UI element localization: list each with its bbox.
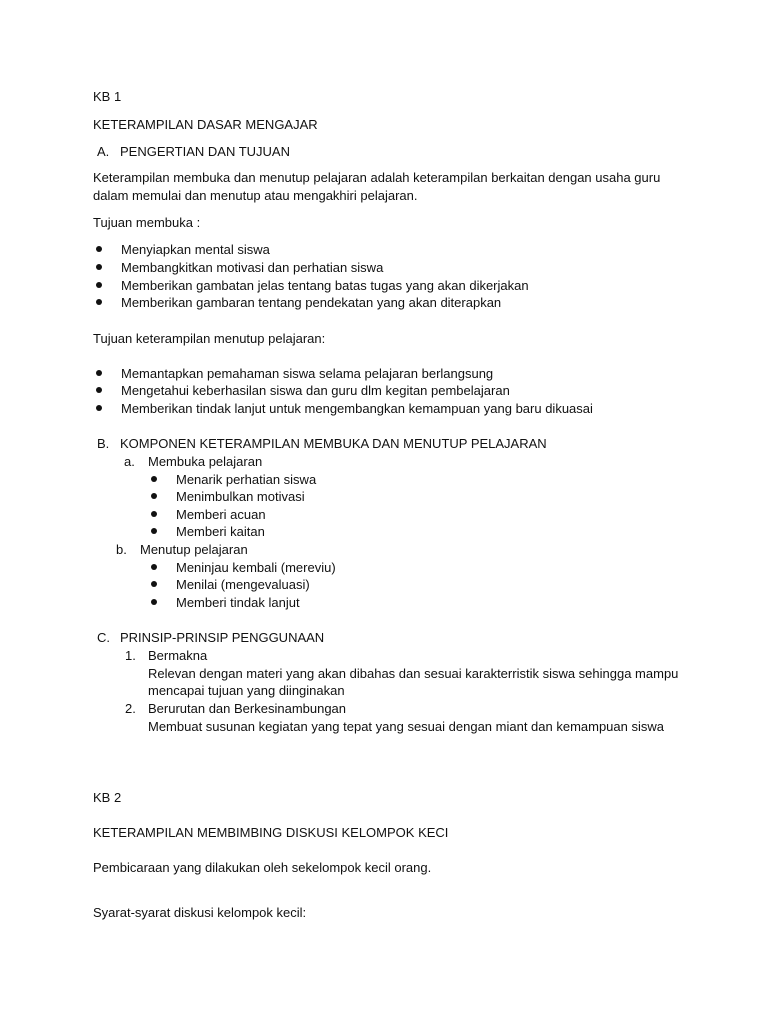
kb2-title: KETERAMPILAN MEMBIMBING DISKUSI KELOMPOK KECI <box>93 825 449 840</box>
item-2-marker: 2. <box>125 701 136 716</box>
section-c-heading: PRINSIP-PRINSIP PENGGUNAAN <box>120 630 325 645</box>
list-item: Menarik perhatian siswa <box>176 472 317 487</box>
kb2-paragraph: Pembicaraan yang dilakukan oleh sekelompok kecil orang. <box>93 860 432 875</box>
kb1-label: KB 1 <box>93 89 122 104</box>
section-a-paragraph-line2: dalam memulai dan menutup atau mengakhiri pelajaran. <box>93 188 418 203</box>
list-item: Menyiapkan mental siswa <box>121 242 270 257</box>
list-item: Menilai (mengevaluasi) <box>176 577 310 592</box>
bullet-dot-icon <box>151 528 157 534</box>
bullet-dot-icon <box>151 599 157 605</box>
item-1-marker: 1. <box>125 648 136 663</box>
item-2-line1: Membuat susunan kegiatan yang tepat yang sesuai dengan miant dan kemampuan siswa <box>148 719 664 734</box>
list-item: Meninjau kembali (mereviu) <box>176 560 336 575</box>
section-c-marker: C. <box>97 630 110 645</box>
bullet-dot-icon <box>96 282 102 288</box>
item-1-title: Bermakna <box>148 648 208 663</box>
bullet-dot-icon <box>96 264 102 270</box>
list-item: Memberikan gambaran tentang pendekatan yang akan diterapkan <box>121 295 502 310</box>
tujuan-membuka-label: Tujuan membuka : <box>93 215 201 230</box>
bullet-dot-icon <box>96 370 102 376</box>
sub-a-label: Membuka pelajaran <box>148 454 263 469</box>
list-item: Mengetahui keberhasilan siswa dan guru dlm kegitan pembelajaran <box>121 383 510 398</box>
item-2-title: Berurutan dan Berkesinambungan <box>148 701 347 716</box>
item-1-line2: mencapai tujuan yang diinginakan <box>148 683 345 698</box>
bullet-dot-icon <box>151 476 157 482</box>
item-1-line1: Relevan dengan materi yang akan dibahas dan sesuai karakterristik siswa sehingga mampu <box>148 666 679 681</box>
bullet-dot-icon <box>151 493 157 499</box>
bullet-dot-icon <box>151 564 157 570</box>
list-item: Memberi acuan <box>176 507 266 522</box>
list-item: Memantapkan pemahaman siswa selama pelajaran berlangsung <box>121 366 494 381</box>
list-item: Menimbulkan motivasi <box>176 489 305 504</box>
section-a-paragraph-line1: Keterampilan membuka dan menutup pelajaran adalah keterampilan berkaitan dengan usaha guru <box>93 170 661 185</box>
section-a-marker: A. <box>97 144 110 159</box>
section-b-heading: KOMPONEN KETERAMPILAN MEMBUKA DAN MENUTUP PELAJARAN <box>120 436 547 451</box>
kb1-title: KETERAMPILAN DASAR MENGAJAR <box>93 117 318 132</box>
tujuan-menutup-label: Tujuan keterampilan menutup pelajaran: <box>93 331 326 346</box>
bullet-dot-icon <box>151 511 157 517</box>
sub-a-marker: a. <box>124 454 135 469</box>
list-item: Memberi kaitan <box>176 524 265 539</box>
bullet-dot-icon <box>151 581 157 587</box>
kb2-syarat-label: Syarat-syarat diskusi kelompok kecil: <box>93 905 307 920</box>
section-b-marker: B. <box>97 436 110 451</box>
sub-b-marker: b. <box>116 542 127 557</box>
list-item: Memberi tindak lanjut <box>176 595 300 610</box>
bullet-dot-icon <box>96 405 102 411</box>
section-a-heading: PENGERTIAN DAN TUJUAN <box>120 144 290 159</box>
list-item: Membangkitkan motivasi dan perhatian siswa <box>121 260 384 275</box>
list-item: Memberikan gambatan jelas tentang batas tugas yang akan dikerjakan <box>121 278 529 293</box>
bullet-dot-icon <box>96 246 102 252</box>
list-item: Memberikan tindak lanjut untuk mengembangkan kemampuan yang baru dikuasai <box>121 401 593 416</box>
sub-b-label: Menutup pelajaran <box>140 542 248 557</box>
bullet-dot-icon <box>96 299 102 305</box>
bullet-dot-icon <box>96 387 102 393</box>
kb2-label: KB 2 <box>93 790 122 805</box>
